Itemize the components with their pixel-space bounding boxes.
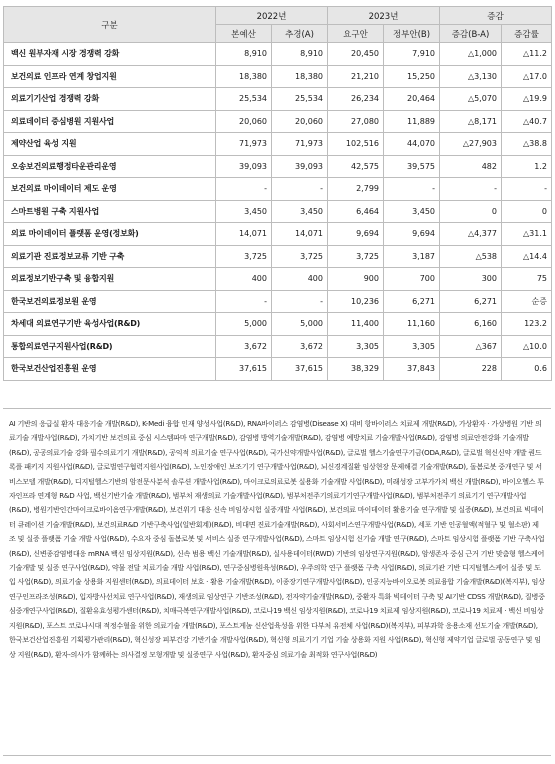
change-amount-cell: △27,903 xyxy=(440,133,502,156)
request-cell: 9,694 xyxy=(328,223,384,246)
main-budget-cell: 71,973 xyxy=(216,133,272,156)
change-amount-cell: △1,000 xyxy=(440,43,502,66)
change-rate-cell: △40.7 xyxy=(502,110,552,133)
supplementary-cell: 8,910 xyxy=(272,43,328,66)
program-name-cell: 보건의료 인프라 연계 창업지원 xyxy=(4,65,216,88)
program-list-note: AI 기반의 응급실 환자 대응기술 개발(R&D), K-Medi 융합 인재 양성사업(R&D), RNA바이러스 감염병(Disease X) 대비 항바이러스 치료제 개발(R&D), 가상환자 · 가상병원 기반 의료기술 개발사업(R&D), 가치기반 보건의료 중심 시스템파마 연구개발(R&D), 감염병 방역기술개발(R&D), 감염병 예방치료 기술개발사업(R&D), 감염병 의료안전강화 기술개발(R&D), 공공의료기술 강화 필수의료기기 개발(R&D), 공익적 의료기술 연구사업(R&D), 국가신약개발사업(R&D), 글로벌 헬스기술연구기금(ODA,R&D), 글로벌 혁신신약 개발 퀀드록플 패키지 지원사업(R&D), 글로벌연구협력지원사업(R&D), 노인장애인 보조기기 연구개발사업(R&D), 뇌신경계질환 임상현장 문제해결 기술개발(R&D), 돌봄로봇 중개연구 및 서비스모델 개발(R&D), 디지털헬스기반의 암전문사분석 솔루션 개발사업(R&D), 마이크로의료로봇 실용화 기술개발 사업(R&D), 미래성장 고부가가치 백신 개발(R&D), 바이오헬스 투자인프라 연계형 R&D 사업, 백신기반기술 개발(R&D), 범부처 재생의료 기술개발사업(R&D), 범부처전주기의료기기연구개발사업(R&D), 범부처전주기 의료기기 연구개발사업(R&D), 병원기반인간마이크로바이옴연구개발(R&D), 보건위기 대응 신속 비임상시험 실증개발 사업(R&D), 보건의료 마이데이터 활용기술 연구개발 및 실증(R&D), 보건의료 빅데이터 큐레이션 기술개발(R&D), 보건의료R&D 기반구축사업(일반회계)(R&D), 비대면 진료기술개발(R&D), 사회서비스연구개발사업(R&D), 세포 기반 인공혈액(적혈구 및 혈소판) 제조 및 실증 플랫폼 기술 개발 사업(R&D), 수요자 중심 돌봄로봇 및 서비스 실증 연구개발사업(R&D), 스마트 임상시험 신기술 개발 연구(R&D), 스마트 임상시험 플랫폼 기반 구축사업(R&D), 신변종감염병대응 mRNA 백신 임상지원(R&D), 신속 범용 백신 기술개발(R&D), 실사용데이터(RWD) 기반의 임상연구지원(R&D), 암생존자 중심 근거 기반 맞춤형 헬스케어 기술개발 및 실증 연구사업(R&D), 약물 전달 치료기술 개발 사업(R&D), 연구중심병원육성(R&D), 우주의학 연구 플랫폼 구축 사업(R&D), 의료기관 기반 디지털헬스케어 실증 및 도입 사업(R&D), 의료기술 상용화 지원센터(R&D), 의료데이터 보호 · 활용 기술개발(R&D), 이종장기연구개발사업(R&D), 인공지능바이오로봇 의료융합 기술개발(R&D)(복지부), 임상연구인프라조성(R&D), 입자방사선치료 연구사업(R&D), 재생의료 임상연구 기반조성(R&D), 전자약기술개발(R&D), 중환자 특화 빅데이터 구축 및 AI기반 CDSS 개발(R&D), 질병중심중개연구사업(R&D), 질환유효성평가센터(R&D), 치매극복연구개발사업(R&D), 코로나19 백신 임상지원(R&D), 코로나19 치료제 임상지원(R&D), 코로나19 치료제 · 백신 비임상지원(R&D), 포스트 코로나시대 적정수혈을 위한 의료기술 개발(R&D), 포스트게놈 신산업육성을 위한 다부처 유전체 사업(R&D)(복지부), 피부과학 응용소재 선도기술 개발(R&D), 한국보건산업진흥원 기획평가관리(R&D), 혁신성장 피부건강 기반기술 개발사업(R&D), 혁신형 의료기기 기업 기술 상용화 지원 사업(R&D), 혁신형 제약기업 글로벌 공동연구 및 임상 지원(R&D), 환자-의사가 함께하는 의사결정 모형개발 및 실증연구 사업(R&D), 환자중심 의료기술 최적화 연구사업(R&D) xyxy=(3,408,551,756)
request-cell: 102,516 xyxy=(328,133,384,156)
change-rate-cell: 0 xyxy=(502,200,552,223)
main-budget-cell: 8,910 xyxy=(216,43,272,66)
request-cell: 38,329 xyxy=(328,358,384,381)
program-name-cell: 백신 원부자재 시장 경쟁력 강화 xyxy=(4,43,216,66)
change-rate-cell: △10.0 xyxy=(502,335,552,358)
gov-proposal-cell: 3,450 xyxy=(384,200,440,223)
gov-proposal-cell: 9,694 xyxy=(384,223,440,246)
program-name-cell: 제약산업 육성 지원 xyxy=(4,133,216,156)
header-change: 증감 xyxy=(440,7,552,25)
header-supplementary: 추경(A) xyxy=(272,25,328,43)
table-row xyxy=(4,110,552,133)
supplementary-cell: 25,534 xyxy=(272,88,328,111)
main-budget-cell: 14,071 xyxy=(216,223,272,246)
gov-proposal-cell: 37,843 xyxy=(384,358,440,381)
table-body xyxy=(4,43,552,381)
header-year-2022: 2022년 xyxy=(216,7,328,25)
supplementary-cell: 3,672 xyxy=(272,335,328,358)
request-cell: 42,575 xyxy=(328,155,384,178)
change-amount-cell: 6,160 xyxy=(440,313,502,336)
main-budget-cell: - xyxy=(216,290,272,313)
gov-proposal-cell: 15,250 xyxy=(384,65,440,88)
change-amount-cell: △538 xyxy=(440,245,502,268)
request-cell: 3,725 xyxy=(328,245,384,268)
change-rate-cell: 1.2 xyxy=(502,155,552,178)
supplementary-cell: 18,380 xyxy=(272,65,328,88)
supplementary-cell: - xyxy=(272,290,328,313)
table-row xyxy=(4,223,552,246)
supplementary-cell: 37,615 xyxy=(272,358,328,381)
change-rate-cell: △17.0 xyxy=(502,65,552,88)
supplementary-cell: 71,973 xyxy=(272,133,328,156)
change-rate-cell: 75 xyxy=(502,268,552,291)
program-name-cell: 스마트병원 구축 지원사업 xyxy=(4,200,216,223)
header-main-budget: 본예산 xyxy=(216,25,272,43)
main-budget-cell: 20,060 xyxy=(216,110,272,133)
main-budget-cell: 400 xyxy=(216,268,272,291)
table-row xyxy=(4,200,552,223)
supplementary-cell: 14,071 xyxy=(272,223,328,246)
table-row xyxy=(4,133,552,156)
header-change-amount: 증감(B-A) xyxy=(440,25,502,43)
request-cell: 3,305 xyxy=(328,335,384,358)
change-amount-cell: △3,130 xyxy=(440,65,502,88)
main-budget-cell: 39,093 xyxy=(216,155,272,178)
header-year-2023: 2023년 xyxy=(328,7,440,25)
gov-proposal-cell: 11,889 xyxy=(384,110,440,133)
program-name-cell: 오송보건의료행정타운관리운영 xyxy=(4,155,216,178)
header-gov-proposal: 정부안(B) xyxy=(384,25,440,43)
gov-proposal-cell: 20,464 xyxy=(384,88,440,111)
change-rate-cell: - xyxy=(502,178,552,201)
request-cell: 11,400 xyxy=(328,313,384,336)
program-name-cell: 의료기기산업 경쟁력 강화 xyxy=(4,88,216,111)
table-row xyxy=(4,88,552,111)
main-budget-cell: 25,534 xyxy=(216,88,272,111)
request-cell: 900 xyxy=(328,268,384,291)
change-amount-cell: 482 xyxy=(440,155,502,178)
table-row xyxy=(4,358,552,381)
table-row xyxy=(4,178,552,201)
supplementary-cell: 3,450 xyxy=(272,200,328,223)
change-rate-cell: △38.8 xyxy=(502,133,552,156)
table-row xyxy=(4,313,552,336)
gov-proposal-cell: - xyxy=(384,178,440,201)
main-budget-cell: 5,000 xyxy=(216,313,272,336)
gov-proposal-cell: 700 xyxy=(384,268,440,291)
change-amount-cell: 300 xyxy=(440,268,502,291)
gov-proposal-cell: 39,575 xyxy=(384,155,440,178)
supplementary-cell: 39,093 xyxy=(272,155,328,178)
gov-proposal-cell: 11,160 xyxy=(384,313,440,336)
change-amount-cell: △4,377 xyxy=(440,223,502,246)
table-row xyxy=(4,245,552,268)
request-cell: 6,464 xyxy=(328,200,384,223)
change-amount-cell: △367 xyxy=(440,335,502,358)
header-category: 구분 xyxy=(4,7,216,43)
supplementary-cell: - xyxy=(272,178,328,201)
gov-proposal-cell: 6,271 xyxy=(384,290,440,313)
budget-table xyxy=(3,6,552,381)
main-budget-cell: 3,450 xyxy=(216,200,272,223)
program-name-cell: 의료 마이데이터 플랫폼 운영(정보화) xyxy=(4,223,216,246)
program-name-cell: 의료데이터 중심병원 지원사업 xyxy=(4,110,216,133)
main-budget-cell: 37,615 xyxy=(216,358,272,381)
change-amount-cell: △5,070 xyxy=(440,88,502,111)
program-name-cell: 의료기관 진료정보교류 기반 구축 xyxy=(4,245,216,268)
change-amount-cell: 6,271 xyxy=(440,290,502,313)
request-cell: 20,450 xyxy=(328,43,384,66)
program-name-cell: 차세대 의료연구기반 육성사업(R&D) xyxy=(4,313,216,336)
change-rate-cell: △19.9 xyxy=(502,88,552,111)
header-request: 요구안 xyxy=(328,25,384,43)
change-amount-cell: - xyxy=(440,178,502,201)
table-row xyxy=(4,290,552,313)
gov-proposal-cell: 44,070 xyxy=(384,133,440,156)
change-rate-cell: △31.1 xyxy=(502,223,552,246)
change-amount-cell: △8,171 xyxy=(440,110,502,133)
main-budget-cell: - xyxy=(216,178,272,201)
supplementary-cell: 3,725 xyxy=(272,245,328,268)
program-name-cell: 한국보건산업진흥원 운영 xyxy=(4,358,216,381)
change-rate-cell: 순증 xyxy=(502,290,552,313)
supplementary-cell: 20,060 xyxy=(272,110,328,133)
change-amount-cell: 0 xyxy=(440,200,502,223)
program-name-cell: 의료정보기반구축 및 융합지원 xyxy=(4,268,216,291)
change-rate-cell: △11.2 xyxy=(502,43,552,66)
request-cell: 2,799 xyxy=(328,178,384,201)
table-row xyxy=(4,65,552,88)
header-change-rate: 증감률 xyxy=(502,25,552,43)
table-row xyxy=(4,43,552,66)
change-rate-cell: △14.4 xyxy=(502,245,552,268)
change-rate-cell: 0.6 xyxy=(502,358,552,381)
request-cell: 27,080 xyxy=(328,110,384,133)
main-budget-cell: 18,380 xyxy=(216,65,272,88)
program-name-cell: 보건의료 마이데이터 제도 운영 xyxy=(4,178,216,201)
table-row xyxy=(4,155,552,178)
program-name-cell: 한국보건의료정보원 운영 xyxy=(4,290,216,313)
main-budget-cell: 3,725 xyxy=(216,245,272,268)
table-row xyxy=(4,268,552,291)
program-name-cell: 통합의료연구지원사업(R&D) xyxy=(4,335,216,358)
gov-proposal-cell: 3,187 xyxy=(384,245,440,268)
supplementary-cell: 400 xyxy=(272,268,328,291)
change-rate-cell: 123.2 xyxy=(502,313,552,336)
gov-proposal-cell: 3,305 xyxy=(384,335,440,358)
gov-proposal-cell: 7,910 xyxy=(384,43,440,66)
table-row xyxy=(4,335,552,358)
request-cell: 21,210 xyxy=(328,65,384,88)
main-budget-cell: 3,672 xyxy=(216,335,272,358)
request-cell: 26,234 xyxy=(328,88,384,111)
request-cell: 10,236 xyxy=(328,290,384,313)
change-amount-cell: 228 xyxy=(440,358,502,381)
supplementary-cell: 5,000 xyxy=(272,313,328,336)
